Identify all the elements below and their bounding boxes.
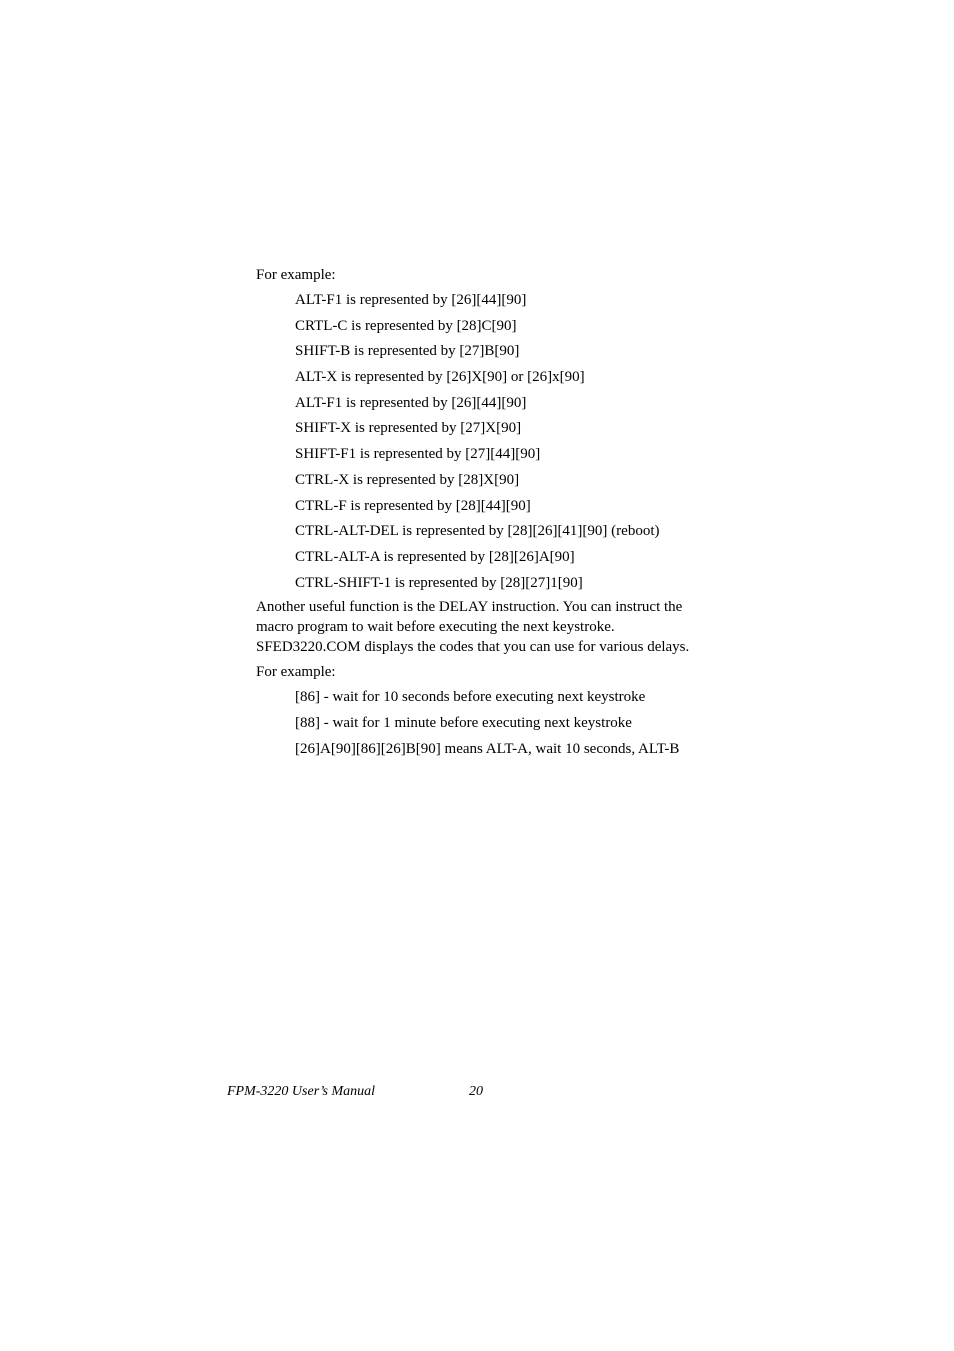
list-item: SHIFT-B is represented by [27]B[90] <box>295 343 520 360</box>
delay-paragraph <box>256 598 736 657</box>
list-item: CTRL-ALT-A is represented by [28][26]A[90] <box>295 548 575 565</box>
list-item: CRTL-C is represented by [28]C[90] <box>295 317 517 334</box>
list-item: [26]A[90][86][26]B[90] means ALT-A, wait 10 seconds, ALT-B <box>295 740 680 757</box>
list-item: SHIFT-F1 is represented by [27][44][90] <box>295 446 541 463</box>
delay-examples-list <box>256 687 736 764</box>
list-item: ALT-F1 is represented by [26][44][90] <box>295 394 527 411</box>
footer-manual-title: FPM-3220 User’s Manual <box>227 1084 376 1099</box>
list-item: CTRL-X is represented by [28]X[90] <box>295 471 520 488</box>
list-item: SHIFT-X is represented by [27]X[90] <box>295 420 522 437</box>
example-intro: For example: <box>256 664 336 681</box>
list-item: [88] - wait for 1 minute before executing next keystroke <box>295 715 632 732</box>
list-item: CTRL-SHIFT-1 is represented by [28][27]1[90] <box>295 574 583 591</box>
list-item: CTRL-F is represented by [28][44][90] <box>295 497 531 514</box>
list-item: CTRL-ALT-DEL is represented by [28][26][41][90] (reboot) <box>295 523 660 540</box>
paragraph-line: SFED3220.COM displays the codes that you can use for various delays. <box>256 638 690 655</box>
footer-page-number: 20 <box>469 1084 483 1099</box>
key-code-examples-list <box>256 290 736 598</box>
list-item: ALT-X is represented by [26]X[90] or [26]x[90] <box>295 369 585 386</box>
list-item: [86] - wait for 10 seconds before executing next keystroke <box>295 689 646 706</box>
paragraph-line: macro program to wait before executing the next keystroke. <box>256 618 615 635</box>
paragraph-line: Another useful function is the DELAY instruction. You can instruct the <box>256 599 683 616</box>
list-item: ALT-F1 is represented by [26][44][90] <box>295 292 527 308</box>
example-intro: For example: <box>256 267 336 283</box>
page-content <box>256 265 736 764</box>
